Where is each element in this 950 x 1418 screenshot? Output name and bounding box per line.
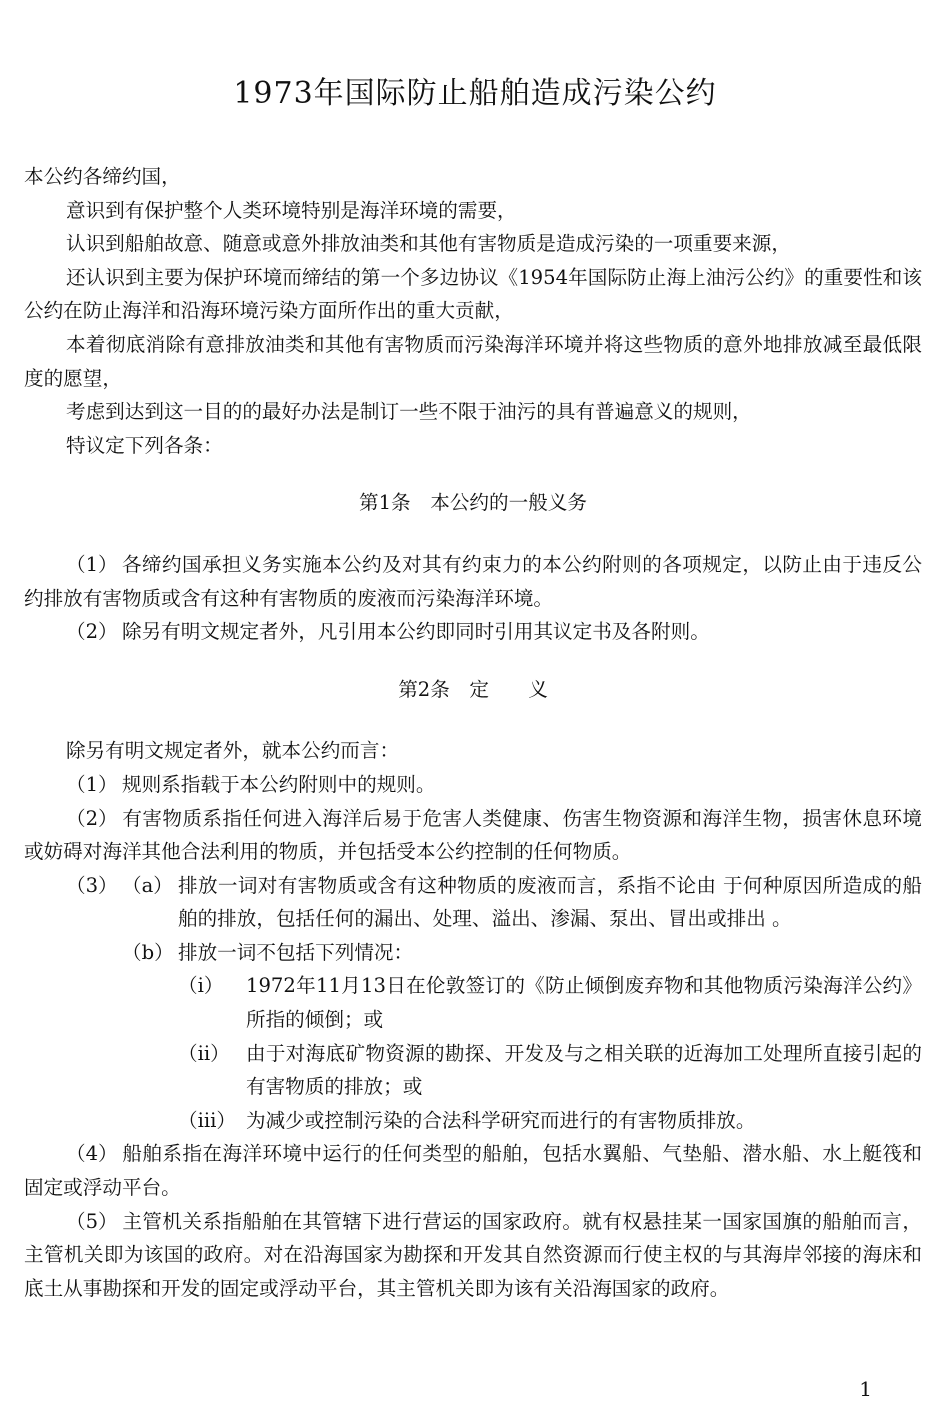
exclusion-text: 由于对海底矿物资源的勘探、开发及与之相关联的近海加工处理所直接引起的有害物质的排放；或 bbox=[246, 1041, 922, 1099]
definition-text: 主管机关系指船舶在其管辖下进行营运的国家政府。就有权悬挂某一国家国旗的船舶而言，主管机关即为该国的政府。对在沿海国家为勘探和开发其自然资源而行使主权的与其海岸邻接的海床和底土从事勘探和开发的固定或浮动平台，其主管机关即为该有关沿海国家的政府。 bbox=[24, 1209, 922, 1300]
definition-item bbox=[24, 802, 922, 869]
subclause-text: 排放一词不包括下列情况： bbox=[178, 940, 414, 964]
preamble-paragraph: 还认识到主要为保护环境而缔结的第一个多边协议《1954年国际防止海上油污公约》的重要性和该公约在防止海洋和沿海环境污染方面所作出的重大贡献， bbox=[24, 265, 922, 323]
exclusion-item bbox=[24, 969, 922, 1036]
exclusion-item bbox=[24, 1104, 922, 1138]
exclusion-numeral: （ⅲ） bbox=[178, 1108, 236, 1132]
article-2-intro: 除另有明文规定者外，就本公约而言： bbox=[66, 739, 400, 763]
subclause-letter: （a） bbox=[122, 873, 173, 897]
page-number: 1 bbox=[859, 1377, 872, 1401]
exclusion-text: 为减少或控制污染的合法科学研究而进行的有害物质排放。 bbox=[246, 1108, 756, 1132]
preamble-paragraph: 本着彻底消除有意排放油类和其他有害物质而污染海洋环境并将这些物质的意外地排放减至最低限度的愿望， bbox=[24, 332, 922, 390]
definition-text: 规则系指载于本公约附则中的规则。 bbox=[122, 772, 436, 796]
definition-number: （5） bbox=[66, 1209, 118, 1233]
clause-number: （2） bbox=[66, 620, 118, 644]
definition-item bbox=[24, 1205, 922, 1306]
article-1-heading: 第1条 本公约的一般义务 bbox=[359, 491, 587, 515]
clause-text-content: 各缔约国承担义务实施本公约及对其有约束力的本公约附则的各项规定，以防止由于违反公约排放有害物质或含有这种有害物质的废液而污染海洋环境。 bbox=[24, 552, 922, 610]
clause-number: （1） bbox=[66, 552, 118, 576]
document-body bbox=[24, 160, 922, 1305]
exclusion-numeral: （ⅰ） bbox=[178, 974, 224, 998]
preamble-paragraph: 认识到船舶故意、随意或意外排放油类和其他有害物质是造成污染的一项重要来源， bbox=[66, 232, 791, 256]
article-1-clause bbox=[24, 548, 922, 615]
clause-text: 除另有明文规定者外，凡引用本公约即同时引用其议定书及各附则。 bbox=[122, 620, 710, 644]
exclusion-numeral: （ⅱ） bbox=[178, 1041, 230, 1065]
definition-text: 船舶系指在海洋环境中运行的任何类型的船舶，包括水翼船、气垫船、潜水船、水上艇筏和固定或浮动平台。 bbox=[24, 1142, 922, 1200]
definition-item-3b bbox=[24, 936, 922, 970]
definition-text: 有害物质系指任何进入海洋后易于危害人类健康、伤害生物资源和海洋生物，损害休息环境或妨碍对海洋其他合法利用的物质，并包括受本公约控制的任何物质。 bbox=[24, 806, 922, 864]
preamble-opening: 本公约各缔约国， bbox=[24, 165, 181, 188]
subclause-text: 排放一词对有害物质或含有这种物质的废液而言，系指不论由 于何种原因所造成的船舶的排放，包括任何的漏出、处理、溢出、渗漏、泵出、冒出或排出 。 bbox=[178, 873, 922, 931]
definition-number: （3） bbox=[66, 873, 118, 897]
article-1-clause bbox=[24, 615, 922, 649]
definition-number: （4） bbox=[66, 1142, 118, 1166]
document-title: 1973年国际防止船舶造成污染公约 bbox=[233, 76, 717, 111]
article-2-heading: 第2条 定 义 bbox=[398, 677, 548, 701]
definition-item bbox=[24, 1137, 922, 1204]
subclause-letter: （b） bbox=[122, 940, 174, 964]
definition-item-3a bbox=[24, 869, 922, 936]
exclusion-text: 1972年11月13日在伦敦签订的《防止倾倒废弃物和其他物质污染海洋公约》所指的倾倒；或 bbox=[246, 974, 922, 1032]
preamble-paragraph: 意识到有保护整个人类环境特别是海洋环境的需要， bbox=[66, 198, 517, 222]
preamble-paragraph: 考虑到达到这一目的的最好办法是制订一些不限于油污的具有普遍意义的规则， bbox=[66, 400, 752, 424]
exclusion-item bbox=[24, 1037, 922, 1104]
preamble-closing: 特议定下列各条： bbox=[66, 433, 223, 457]
clause-text bbox=[24, 548, 922, 615]
definition-item bbox=[24, 768, 922, 802]
definition-number: （2） bbox=[66, 806, 118, 830]
definition-number: （1） bbox=[66, 772, 118, 796]
